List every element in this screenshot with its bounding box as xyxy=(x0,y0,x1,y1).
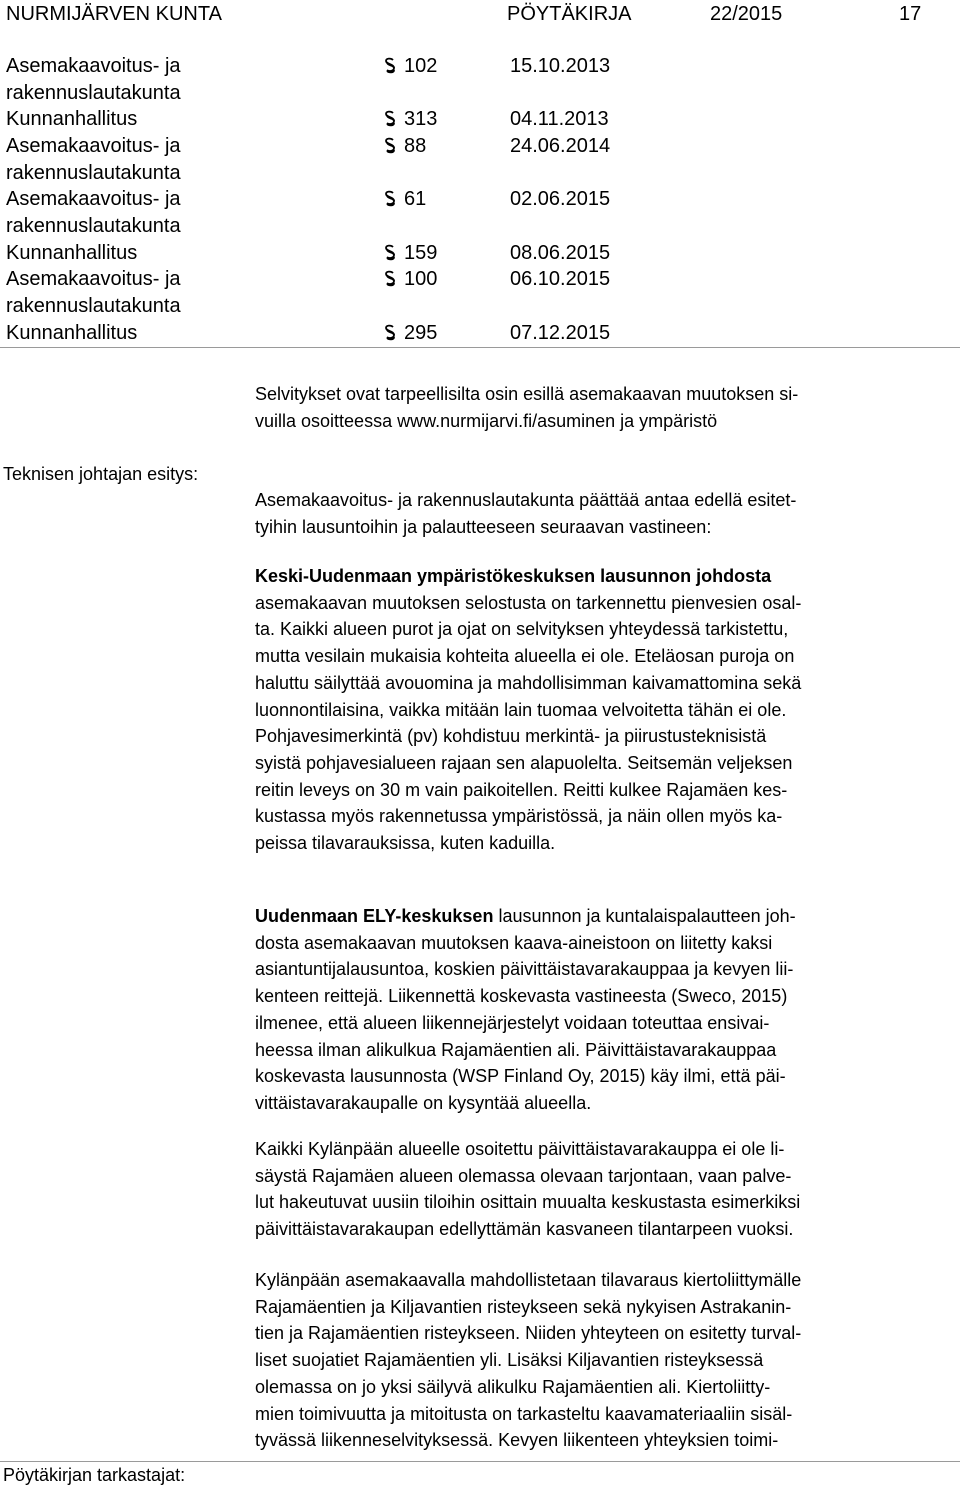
paragraph-section-icon xyxy=(383,57,397,75)
paragraph-number: 88 xyxy=(404,135,427,157)
meeting-body: Asemakaavoitus- ja rakennuslautakunta xyxy=(6,268,181,317)
meeting-body: Asemakaavoitus- ja rakennuslautakunta xyxy=(6,188,181,237)
page-header xyxy=(0,2,960,28)
meeting-date: 02.06.2015 xyxy=(510,188,611,210)
paragraph-number: 313 xyxy=(404,108,438,130)
paragraph-number: 100 xyxy=(404,268,438,290)
response-paragraph-ymparistokeskus: Keski-Uudenmaan ympäristökeskuksen lausunnon johdosta asemakaavan muutoksen selostusta on tarkennettu pienvesien osal- ta. Kaikki alueen purot ja ojat on selvityksen yhteydessä tarkistettu, mutta vesilain mukaisia kohteita alueella ei ole. Eteläosan puroja on haluttu säilyttää avouomina ja mahdollisimman kaivamattomina sekä luonnontilaisina, vaikka mitään lain tuomaa velvoitetta tähän ei ole. Pohjavesimerkintä (pv) kohdistuu merkintä- ja piirustusteknisistä syistä pohjavesialueen rajaan sen alapuolelta. Seitsemän veljeksen reitin leveys on 30 m vain paikoitellen. Reitti kulkee Rajamäen kes- kustassa myös rakennetussa ympäristössä, ja näin ollen myös ka- peissa tilavarauksissa, kuten kaduilla. xyxy=(255,566,802,854)
paragraph-section-icon xyxy=(383,244,397,262)
page-number: 17 xyxy=(899,3,922,25)
meeting-entry xyxy=(0,53,960,106)
document-type: PÖYTÄKIRJA xyxy=(507,3,632,25)
paragraph-number: 159 xyxy=(404,242,438,264)
explanation-text: Selvitykset ovat tarpeellisilta osin esillä asemakaavan muutoksen si- vuilla osoitteessa www.nurmijarvi.fi/asuminen ja ympäristö xyxy=(255,384,799,431)
meeting-body: Asemakaavoitus- ja rakennuslautakunta xyxy=(6,135,181,184)
meeting-date: 24.06.2014 xyxy=(510,135,611,157)
meeting-body: Kunnanhallitus xyxy=(6,322,138,344)
paragraph-section-icon xyxy=(383,270,397,288)
organization-name: NURMIJÄRVEN KUNTA xyxy=(6,3,222,25)
paragraph-section-icon xyxy=(383,190,397,208)
meeting-date: 04.11.2013 xyxy=(510,108,609,130)
paragraph-section-icon xyxy=(383,137,397,155)
response-paragraph-ely: Uudenmaan ELY-keskuksen lausunnon ja kuntalaispalautteen joh- dosta asemakaavan muutoksen kaava-aineistoon on liitetty kaksi asiantuntijalausuntoa, koskien päivittäistavarakauppaa ja kevyen lii- kenteen reittejä. Liikennettä koskevasta vastineesta (Sweco, 2015) ilmenee, että alueen liikennejärjestelyt voidaan toteuttaa ensivai- heessa ilman alikulkua Rajamäentien ali. Päivittäistavarakauppaa koskevasta lausunnosta (WSP Finland Oy, 2015) käy ilmi, että päi- vittäistavarakaupalle on kysyntää alueella. xyxy=(255,906,796,1113)
document-number: 22/2015 xyxy=(710,3,783,25)
proposal-intro: Asemakaavoitus- ja rakennuslautakunta päättää antaa edellä esitet- tyihin lausuntoihin ja palautteeseen seuraavan vastineen: xyxy=(255,490,797,537)
meeting-body: Kunnanhallitus xyxy=(6,242,138,264)
paragraph-number: 61 xyxy=(404,188,427,210)
paragraph-heading: Uudenmaan ELY-keskuksen xyxy=(255,906,494,926)
paragraph-section-icon xyxy=(383,324,397,342)
paragraph-section-icon xyxy=(383,110,397,128)
meeting-body: Asemakaavoitus- ja rakennuslautakunta xyxy=(6,55,181,104)
proposal-label: Teknisen johtajan esitys: xyxy=(3,464,199,484)
meeting-date: 06.10.2015 xyxy=(510,268,611,290)
meeting-date: 15.10.2013 xyxy=(510,55,611,77)
section-divider xyxy=(0,347,960,348)
meeting-date: 07.12.2015 xyxy=(510,322,611,344)
paragraph-heading: Keski-Uudenmaan ympäristökeskuksen lausunnon johdosta xyxy=(255,566,772,586)
paragraph-number: 295 xyxy=(404,322,438,344)
reviewers-label: Pöytäkirjan tarkastajat: xyxy=(3,1465,186,1485)
response-paragraph-retail: Kaikki Kylänpään alueelle osoitettu päivittäistavarakauppa ei ole li- säystä Rajamäen alueen olemassa olevaan tarjontaan, vaan palve- lut hakeutuvat uusiin tiloihin osittain muualta keskustasta esimerkiksi päivittäistavarakaupan edellyttämän kasvaneen tilantarpeen vuoksi. xyxy=(255,1139,801,1240)
response-paragraph-traffic: Kylänpään asemakaavalla mahdollistetaan tilavaraus kiertoliittymälle Rajamäentien ja Kiljavantien risteykseen sekä nykyisen Astrakanin- tien ja Rajamäentien risteykseen. Niiden yhteyteen on esitetty turval- liset suojatiet Rajamäentien yli. Lisäksi Kiljavantien risteyksessä olemassa on jo yksi säilyvä alikulku Rajamäentien ali. Kiertoliitty- mien toimivuutta ja mitoitusta on tarkasteltu kaavamateriaaliin sisäl- tyvässä liikenneselvityksessä. Kevyen liikenteen yhteyksien toimi- xyxy=(255,1270,802,1451)
meeting-history xyxy=(0,53,960,344)
paragraph-number: 102 xyxy=(404,55,438,77)
meeting-date: 08.06.2015 xyxy=(510,242,611,264)
meeting-body: Kunnanhallitus xyxy=(6,108,138,130)
